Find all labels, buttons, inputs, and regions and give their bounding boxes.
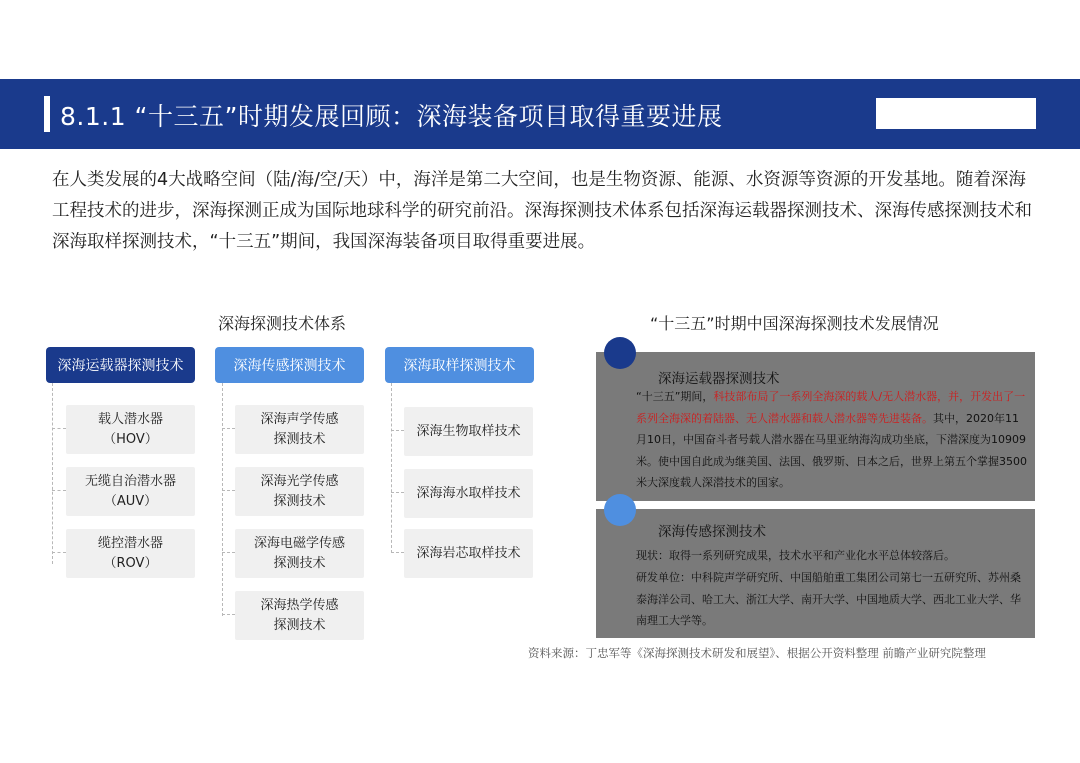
- panel-sensing-title: 深海传感探测技术: [658, 524, 766, 540]
- connector-line: [391, 430, 404, 431]
- diagram-title: 深海探测技术体系: [218, 314, 347, 333]
- item-electromagnetic: 深海电磁学传感 探测技术: [235, 529, 364, 578]
- connector-line: [391, 383, 392, 553]
- highlight-text: 科技部布局了一系列全海深的载人/无人潜水器，并，开发出了一系列全海深的着陆器、无人潜水器和载人潜水器等先进装备。: [636, 390, 1026, 425]
- item-auv: 无缆自治潜水器 （AUV）: [66, 467, 195, 516]
- connector-line: [391, 492, 404, 493]
- header-banner: [0, 79, 1080, 149]
- item-acoustic: 深海声学传感 探测技术: [235, 405, 364, 454]
- item-core-sampling: 深海岩芯取样技术: [404, 529, 533, 578]
- panel-vehicle-title: 深海运载器探测技术: [658, 371, 780, 387]
- category-sampling: 深海取样探测技术: [385, 347, 534, 383]
- item-bio-sampling: 深海生物取样技术: [404, 407, 533, 456]
- item-optical: 深海光学传感 探测技术: [235, 467, 364, 516]
- intro-paragraph: 在人类发展的4大战略空间（陆/海/空/天）中，海洋是第二大空间，也是生物资源、能源、水资源等资源的开发基地。随着深海工程技术的进步，深海探测正成为国际地球科学的研究前沿。深海探测技术体系包括深海运载器探测技术、深海传感探测技术和深海取样探测技术，“十三五”期间，我国深海装备项目取得重要进展。: [52, 170, 1032, 252]
- connector-line: [222, 552, 235, 553]
- connector-line: [222, 490, 235, 491]
- panel-vehicle-text: “十三五”期间，科技部布局了一系列全海深的载人/无人潜水器，并，开发出了一系列全海深的着陆器、无人潜水器和载人潜水器等先进装备。其中，2020年11月10日，中国奋斗者号载人潜水器在马里亚纳海沟成功坐底，下潜深度为10909米。使中国自此成为继美国、法国、俄罗斯、日本之后，世界上第五个掌握3500米大深度载人深潜技术的国家。: [636, 390, 1027, 489]
- title-accent-bar: [44, 96, 50, 132]
- bullet-dot: [604, 494, 636, 526]
- bullet-dot: [604, 337, 636, 369]
- category-sensing: 深海传感探测技术: [215, 347, 364, 383]
- item-water-sampling: 深海海水取样技术: [404, 469, 533, 518]
- source-note: 资料来源：丁忠军等《深海探测技术研发和展望》、根据公开资料整理 前瞻产业研究院整理: [528, 646, 986, 660]
- item-hov: 载人潜水器 （HOV）: [66, 405, 195, 454]
- item-thermal: 深海热学传感 探测技术: [235, 591, 364, 640]
- panel-sensing-status: 现状：取得一系列研究成果，技术水平和产业化水平总体较落后。: [636, 549, 955, 562]
- connector-line: [391, 552, 404, 553]
- panel-sensing-units: 研发单位：中科院声学研究所、中国船舶重工集团公司第七一五研究所、苏州桑泰海洋公司、哈工大、浙江大学、南开大学、中国地质大学、西北工业大学、华南理工大学等。: [636, 571, 1021, 627]
- connector-line: [52, 383, 53, 564]
- logo-placeholder: [876, 98, 1036, 129]
- connector-line: [222, 383, 223, 616]
- connector-line: [52, 552, 66, 553]
- item-rov: 缆控潜水器 （ROV）: [66, 529, 195, 578]
- page-title: 8.1.1 “十三五”时期发展回顾：深海装备项目取得重要进展: [60, 102, 723, 131]
- connector-line: [52, 490, 66, 491]
- connector-line: [222, 428, 235, 429]
- connector-line: [222, 614, 235, 615]
- progress-title: “十三五”时期中国深海探测技术发展情况: [650, 314, 939, 333]
- category-vehicle: 深海运载器探测技术: [46, 347, 195, 383]
- connector-line: [52, 428, 66, 429]
